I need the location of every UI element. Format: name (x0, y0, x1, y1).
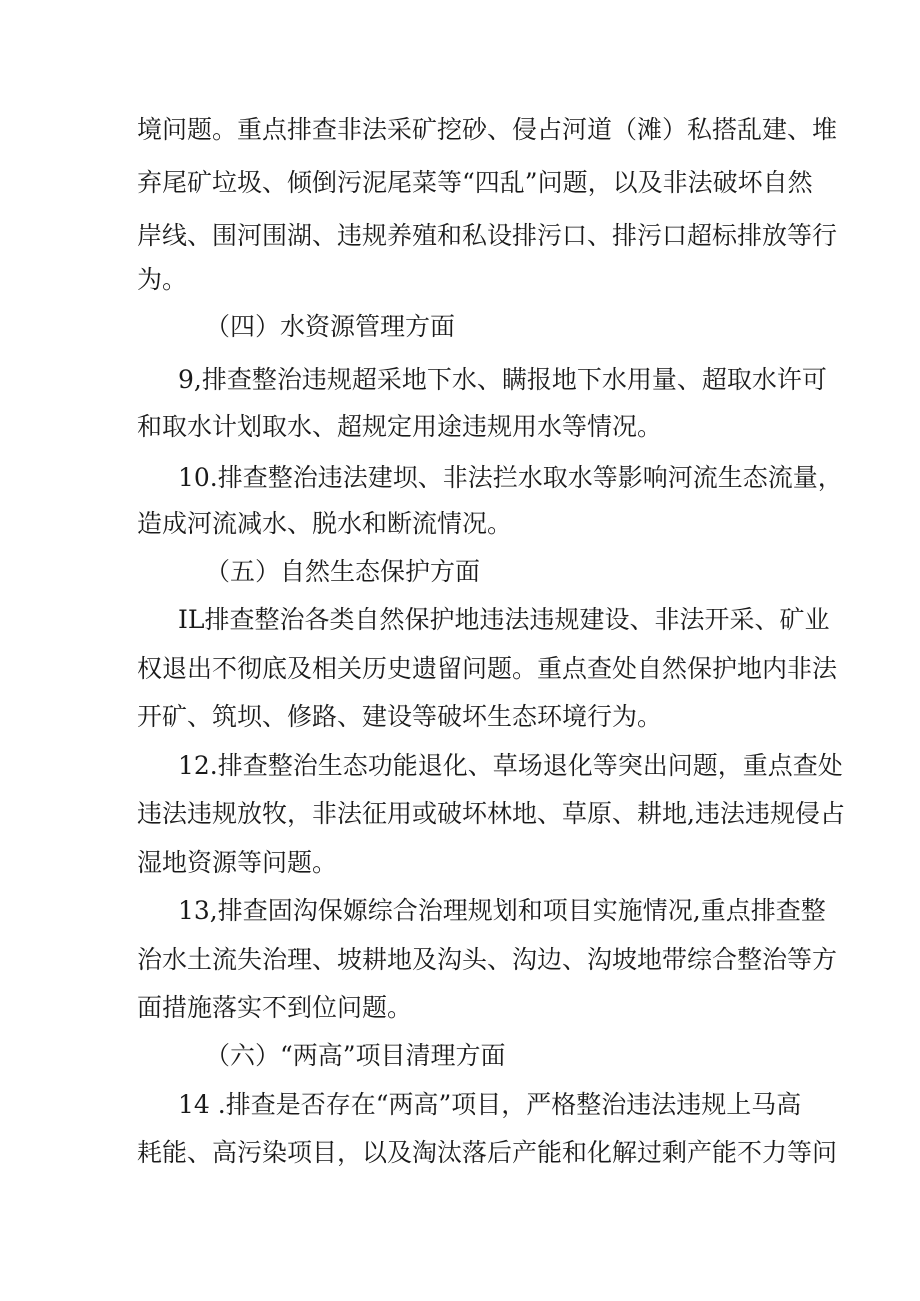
paragraph-line: 违法违规放牧，非法征用或破坏林地、草原、耕地,违法违规侵占 (137, 799, 845, 828)
paragraph-line: 弃尾矿垃圾、倾倒污泥尾菜等“四乱”问题，以及非法破坏自然 (137, 168, 813, 197)
paragraph-line: 10.排查整治违法建坝、非法拦水取水等影响河流生态流量， (178, 463, 843, 492)
section-heading: （六）“两高”项目清理方面 (205, 1041, 506, 1070)
paragraph-line: 12.排查整治生态功能退化、草场退化等突出问题，重点查处 (178, 751, 843, 780)
paragraph-line: 和取水计划取水、超规定用途违规用水等情况。 (137, 412, 663, 441)
paragraph-line: 开矿、筑坝、修路、建设等破坏生态环境行为。 (137, 702, 663, 731)
paragraph-line: 耗能、高污染项目，以及淘汰落后产能和化解过剩产能不力等问 (137, 1138, 838, 1167)
paragraph-line: 境问题。重点排查非法采矿挖砂、侵占河道（滩）私搭乱建、堆 (137, 115, 838, 144)
paragraph-line: 造成河流减水、脱水和断流情况。 (137, 509, 513, 538)
section-heading: （五）自然生态保护方面 (205, 557, 481, 586)
paragraph-line: 面措施落实不到位问题。 (137, 993, 413, 1022)
paragraph-line: IL排查整治各类自然保护地违法违规建设、非法开采、矿业 (178, 605, 830, 634)
paragraph-line: 为。 (137, 265, 188, 294)
section-heading: （四）水资源管理方面 (205, 312, 456, 341)
paragraph-line: 14 .排查是否存在“两高”项目，严格整治违法违规上马高 (178, 1090, 802, 1119)
paragraph-line: 13,排查固沟保嫄综合治理规划和项目实施情况,重点排查整 (178, 896, 826, 925)
paragraph-line: 权退出不彻底及相关历史遗留问题。重点查处自然保护地内非法 (137, 654, 838, 683)
paragraph-line: 岸线、围河围湖、违规养殖和私设排污口、排污口超标排放等行 (137, 221, 838, 250)
paragraph-line: 9,排查整治违规超采地下水、瞒报地下水用量、超取水许可 (178, 365, 827, 394)
paragraph-line: 治水土流失治理、坡耕地及沟头、沟边、沟坡地带综合整治等方 (137, 945, 838, 974)
paragraph-line: 湿地资源等问题。 (137, 848, 338, 877)
